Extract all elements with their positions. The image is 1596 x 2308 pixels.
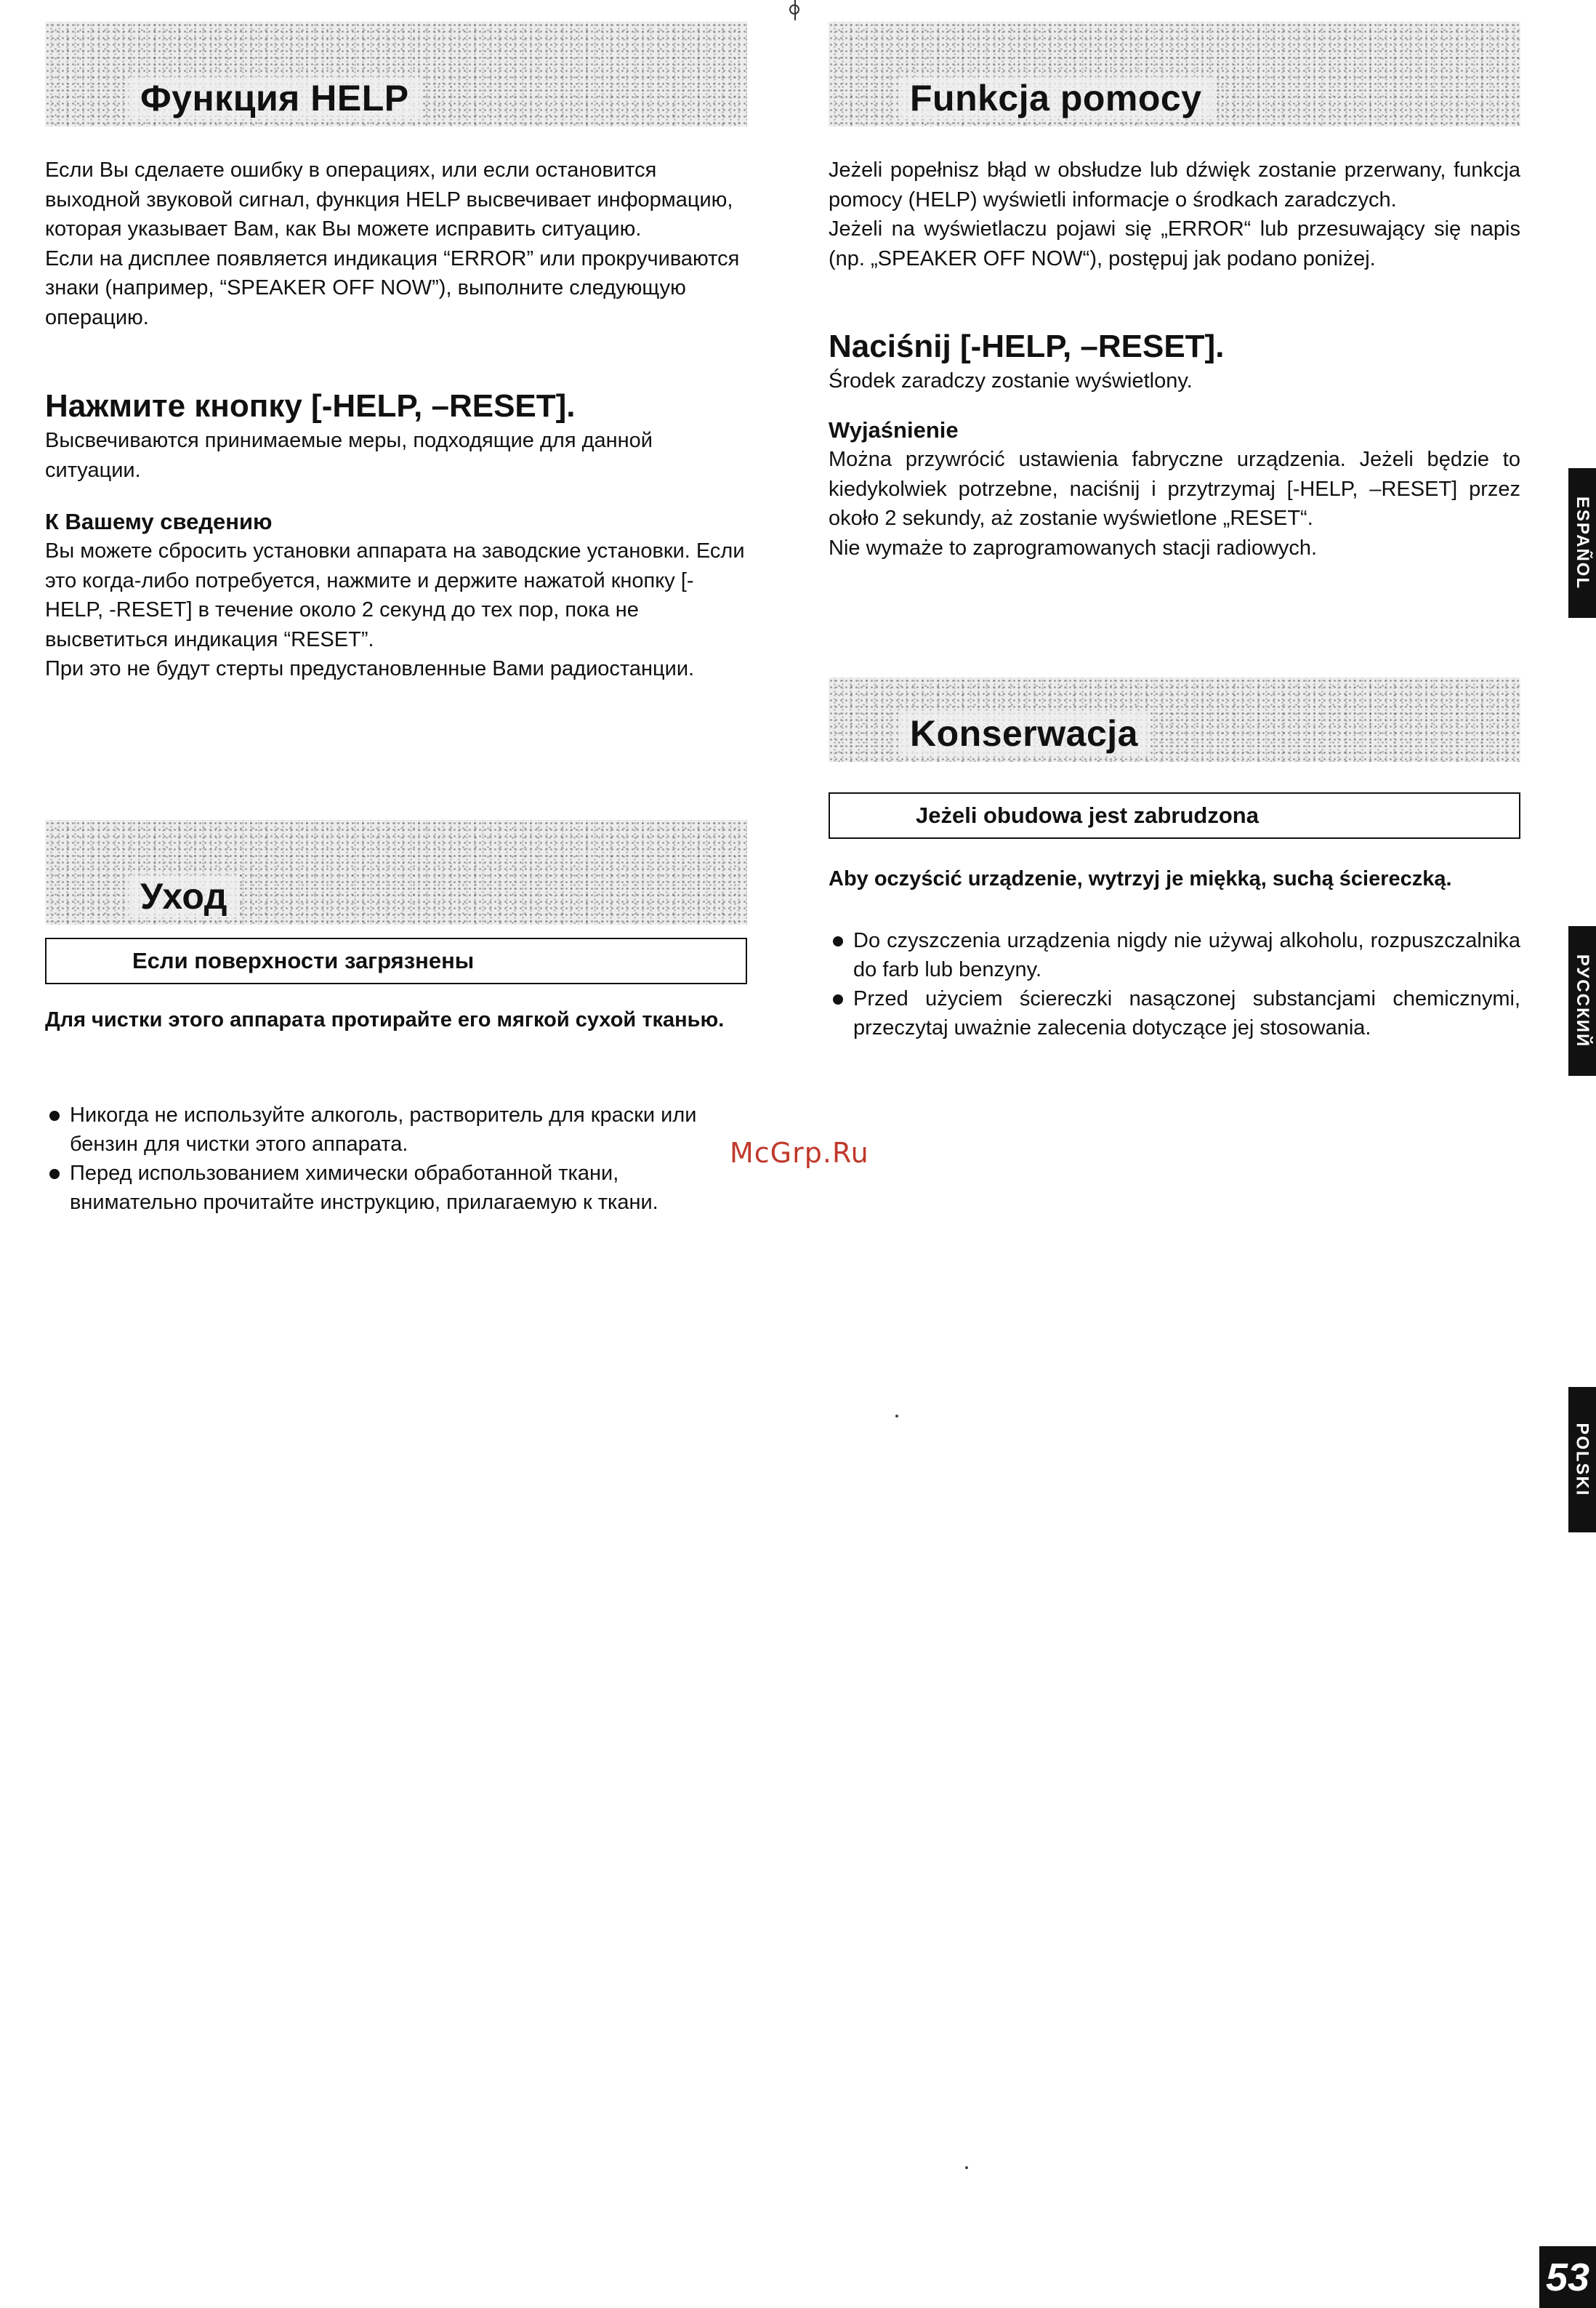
list-item: Перед использованием химически обработанной ткани, внимательно прочитайте инструкцию, прилагаемую к ткани. xyxy=(45,1159,747,1217)
press-button-heading: Нажмите кнопку [-HELP, –RESET]. xyxy=(45,388,576,424)
note-paragraph: Nie wymaże to zaprogramowanych stacji radiowych. xyxy=(829,536,1318,560)
dirty-surface-heading: Если поверхности загрязнены xyxy=(45,938,747,984)
scan-speck xyxy=(965,2166,968,2169)
help-body xyxy=(829,156,1520,273)
help-banner xyxy=(45,22,747,126)
note-paragraph: При это не будут стерты предустановленные Вами радиостанции. xyxy=(45,657,695,680)
help-paragraph: Если Вы сделаете ошибку в операциях, или если остановится выходной звуковой сигнал, функция HELP высвечивает информацию, которая указывает Вам, как Вы можете исправить ситуацию. xyxy=(45,158,733,241)
clean-instruction: Для чистки этого аппарата протирайте его мягкой сухой тканью. xyxy=(45,1008,725,1032)
note-paragraph: Można przywrócić ustawienia fabryczne urządzenia. Jeżeli będzie to kiedykolwiek potrzebne, naciśnij i przytrzymaj [-HELP, –RESET] przez około 2 sekundy, aż zostanie wyświetlone „RESET“. xyxy=(829,448,1520,530)
scan-speck xyxy=(895,1415,898,1418)
list-item: Do czyszczenia urządzenia nigdy nie używaj alkoholu, rozpuszczalnika do farb lub benzyny. xyxy=(829,926,1520,984)
care-title: Konserwacja xyxy=(898,712,1150,755)
help-paragraph: Если на дисплее появляется индикация “ERROR” или прокручиваются знаки (например, “SPEAKER OFF NOW”), выполните следующую операцию. xyxy=(45,246,740,329)
dirty-surface-heading: Jeżeli obudowa jest zabrudzona xyxy=(829,792,1520,839)
note-body xyxy=(829,445,1520,563)
help-paragraph: Jeżeli na wyświetlaczu pojawi się „ERROR“ lub przesuwający się napis (np. „SPEAKER OFF NOW“), postępuj jak podano poniżej. xyxy=(829,217,1520,270)
note-paragraph: Вы можете сбросить установки аппарата на заводские установки. Если это когда-либо потребуется, нажмите и держите нажатой кнопку [-HELP, -RESET] в течение около 2 секунд до тех пор, пока не высветиться индикация “RESET”. xyxy=(45,539,745,651)
note-heading: К Вашему сведению xyxy=(45,509,273,534)
language-tab-label: ESPAÑOL xyxy=(1573,496,1593,590)
list-item: Przed użyciem ściereczki nasączonej substancjami chemicznymi, przeczytaj uważnie zalecenia dotyczące jej stosowania. xyxy=(829,984,1520,1042)
language-tab-russian xyxy=(1568,926,1596,1076)
care-bullet-list xyxy=(45,1101,747,1217)
help-title: Функция HELP xyxy=(129,77,421,119)
page-number: 53 xyxy=(1539,2246,1596,2308)
care-banner xyxy=(45,820,747,925)
care-bullet-list xyxy=(829,926,1520,1042)
press-button-body: Высвечиваются принимаемые меры, подходящие для данной ситуации. xyxy=(45,429,653,482)
note-heading: Wyjaśnienie xyxy=(829,417,959,443)
watermark-text: McGrp.Ru xyxy=(730,1137,869,1169)
list-item: Никогда не используйте алкоголь, растворитель для краски или бензин для чистки этого аппарата. xyxy=(45,1101,747,1159)
help-banner xyxy=(829,22,1520,126)
help-body xyxy=(45,156,747,332)
press-button-body: Środek zaradczy zostanie wyświetlony. xyxy=(829,369,1193,393)
clean-instruction: Aby oczyścić urządzenie, wytrzyj je miękką, suchą ściereczką. xyxy=(829,867,1452,890)
language-tab-polski xyxy=(1568,1387,1596,1532)
registration-circle-icon xyxy=(789,4,799,15)
note-body xyxy=(45,536,747,684)
language-tab-espanol xyxy=(1568,468,1596,618)
language-tab-label: POLSKI xyxy=(1573,1423,1592,1497)
language-tab-label: РУССКИЙ xyxy=(1573,954,1592,1048)
help-title: Funkcja pomocy xyxy=(898,77,1214,119)
press-button-heading: Naciśnij [-HELP, –RESET]. xyxy=(829,329,1225,364)
care-banner xyxy=(829,677,1520,762)
help-paragraph: Jeżeli popełnisz błąd w obsłudze lub dźwięk zostanie przerwany, funkcja pomocy (HELP) wyświetli informacje o środkach zaradczych. xyxy=(829,158,1520,212)
care-title: Уход xyxy=(129,875,239,917)
